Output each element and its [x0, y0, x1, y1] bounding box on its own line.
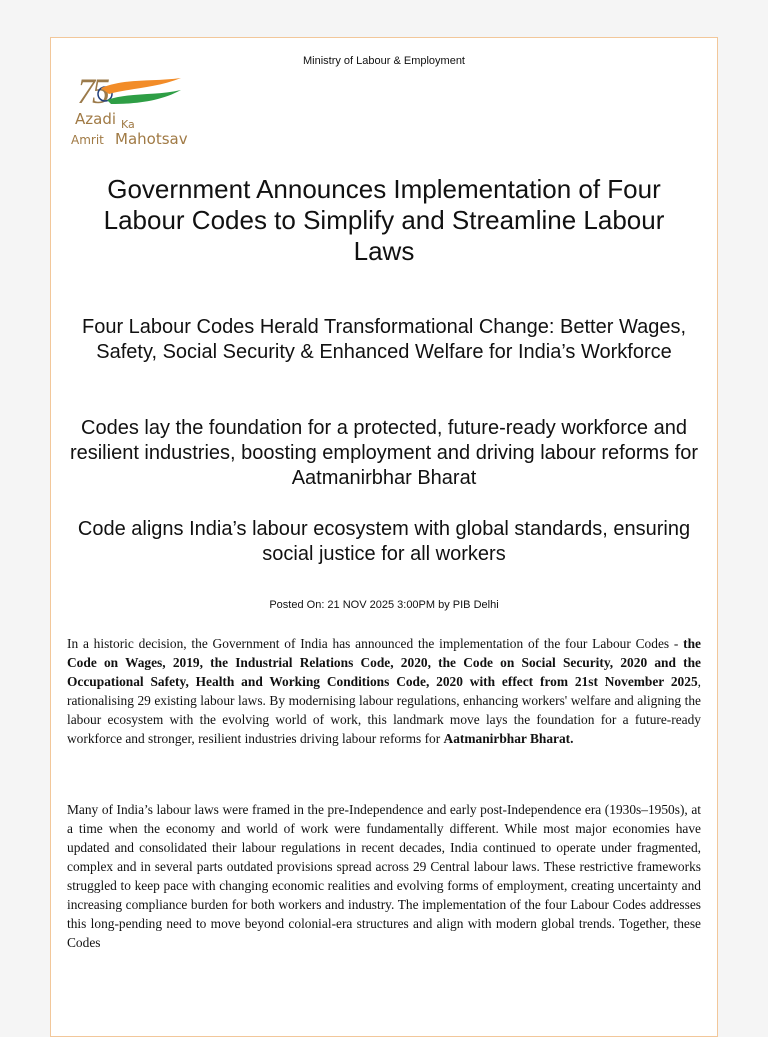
- logo-word-ka: Ka: [121, 118, 135, 131]
- logo-number: 75: [77, 71, 107, 111]
- posted-date: Posted On: 21 NOV 2025 3:00PM by PIB Delhi: [269, 599, 499, 611]
- page-title: Government Announces Implementation of Four Labour Codes to Simplify and Streamline Labour Laws: [103, 174, 665, 266]
- logo-word-amrit: Amrit: [71, 133, 104, 147]
- paragraph-1-bold-bharat: Aatmanirbhar Bharat.: [443, 731, 574, 746]
- paragraph-1-bold-codes: the Code on Wages, 2019, the Industrial Relations Code, 2020, the Code on Social Security, 2020 and the Occupational Safety, Health and Working Conditions Code, 2020 with effect from 21st November 2025: [67, 636, 701, 689]
- subtitle-1: Four Labour Codes Herald Transformational Change: Better Wages, Safety, Social Security & Enhanced Welfare for India’s Workforce: [81, 316, 686, 363]
- subtitle-2: Codes lay the foundation for a protected, future-ready workforce and resilient industries, boosting employment and driving labour reforms for Aatmanirbhar Bharat: [69, 417, 699, 489]
- paragraph-1-text-b: , rationalising 29 existing labour laws. By modernising labour regulations, enhancing workers' welfare and aligning the labour ecosystem with the evolving world of work, this landmark move lays the foundation for a future-ready workforce and stronger, resilient industries driving labour reforms for: [67, 674, 701, 746]
- paragraph-1-text-a: In a historic decision, the Government of India has announced the implementation of the four Labour Codes -: [67, 636, 684, 651]
- logo-word-azadi: Azadi: [75, 110, 117, 128]
- logo-word-mahotsav: Mahotsav: [115, 130, 188, 148]
- ministry-name: Ministry of Labour & Employment: [302, 55, 465, 67]
- subtitle-3: Code aligns India’s labour ecosystem with global standards, ensuring social justice for all workers: [77, 518, 691, 565]
- document-page: [50, 37, 718, 1037]
- azadi-ka-amrit-mahotsav-logo: [71, 70, 211, 152]
- paragraph-2: Many of India’s labour laws were framed in the pre-Independence and early post-Independence era (1930s–1950s), at a time when the economy and world of work were fundamentally different. While most major economies have updated and consolidated their labour regulations in recent decades, India continued to operate under fragmented, complex and in several parts outdated provisions spread across 29 Central labour laws. These restrictive frameworks struggled to keep pace with changing economic realities and evolving forms of employment, creating uncertainty and increasing compliance burden for both workers and industry. The implementation of the four Labour Codes addresses this long-pending need to move beyond colonial-era structures and align with modern global trends. Together, these Codes: [67, 802, 701, 950]
- paragraph-1: [67, 634, 701, 748]
